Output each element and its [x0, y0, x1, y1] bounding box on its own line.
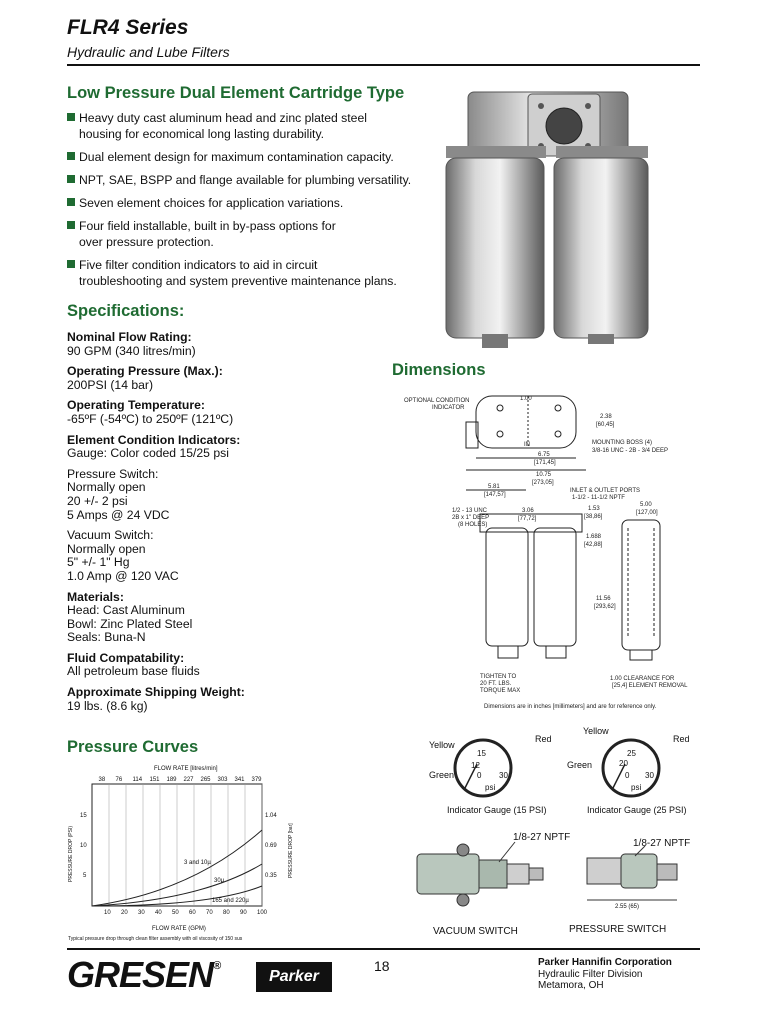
chart-grid — [109, 784, 262, 906]
gauge-tick: 15 — [477, 749, 486, 758]
gauge-tick: 0 — [625, 771, 630, 780]
dim-text: 5.00 — [640, 502, 652, 508]
dim-text: [77,72] — [518, 516, 537, 522]
dim-text: 3.06 — [522, 508, 534, 514]
gauge-label-yellow: Yellow — [583, 726, 609, 736]
dim-text: 11.56 — [596, 596, 611, 602]
bottom-tick: 100 — [257, 910, 268, 916]
top-tick: 38 — [98, 777, 106, 783]
dimensions-drawing — [396, 388, 706, 718]
bullet-square-icon — [67, 152, 75, 160]
page-number: 18 — [374, 958, 390, 974]
gauge-caption: Indicator Gauge (25 PSI) — [587, 805, 687, 815]
gauge-label-red: Red — [673, 734, 690, 744]
dim-text: [273,05] — [532, 480, 554, 486]
dim-text: 1.53 — [588, 506, 600, 512]
gauge-tick: 0 — [477, 771, 482, 780]
dim-text: [38,86] — [584, 514, 603, 520]
left-tick: 10 — [80, 843, 87, 849]
dim-text: 3/8-16 UNC - 2B - 3/4 DEEP — [592, 448, 669, 454]
gauge-tick: 30 — [499, 771, 508, 780]
spec-vacuum-switch: Vacuum Switch: Normally open 5" +/- 1" Hg 1.0 Amp @ 120 VAC — [67, 528, 179, 583]
dim-text: 5.81 — [488, 484, 500, 490]
dim-text: 1-1/2 - 11-1/2 NPTF — [572, 495, 625, 501]
dim-text: INLET & OUTLET PORTS — [570, 488, 641, 494]
curve-label: 3 and 10µ — [184, 860, 211, 866]
pressure-curves-chart — [62, 760, 317, 946]
bullet-square-icon — [67, 260, 75, 268]
bottom-tick: 90 — [240, 910, 247, 916]
spec-weight: Approximate Shipping Weight: 19 lbs. (8.6 kg) — [67, 685, 245, 713]
corp-info: Parker Hannifin Corporation Hydraulic Filter Division Metamora, OH — [538, 957, 672, 991]
gauge-tick: 12 — [471, 761, 480, 770]
gauge-unit: psi — [631, 783, 642, 792]
dim-text: 1.00 CLEARANCE FOR — [610, 676, 675, 682]
dim-text: [127,00] — [636, 510, 658, 516]
curves-heading: Pressure Curves — [67, 738, 199, 756]
dim-text: MOUNTING BOSS (4) — [592, 440, 653, 446]
dim-note: Dimensions are in inches [millimeters] and are for reference only. — [484, 704, 657, 710]
list-item: Heavy duty cast aluminum head and zinc plated steel housing for economical long lasting durability. — [67, 110, 437, 142]
gauge-label-green: Green — [567, 760, 593, 770]
dim-text: [25,4] ELEMENT REMOVAL — [612, 683, 688, 689]
right-tick: 1.04 — [265, 813, 277, 819]
dim-text: [147,57] — [484, 492, 506, 498]
dim-text: TIGHTEN TO — [480, 674, 517, 680]
bottom-tick: 80 — [223, 910, 230, 916]
dim-text: 1.00 — [520, 396, 532, 402]
feature-list — [67, 110, 437, 296]
left-tick: 15 — [80, 813, 87, 819]
vacuum-port-label: 1/8-27 NPTF — [513, 832, 571, 843]
dim-text: 1/2 - 13 UNC — [452, 508, 488, 514]
list-item: Dual element design for maximum contamination capacity. — [67, 149, 437, 165]
list-item: Five filter condition indicators to aid in circuit troubleshooting and system preventive maintenance plans. — [67, 257, 437, 289]
right-tick: 0.35 — [265, 873, 277, 879]
top-tick: 189 — [166, 777, 177, 783]
chart-caption: Typical pressure drop through clean filter assembly with oil viscosity of 150 sus — [68, 936, 243, 942]
bullet-square-icon — [67, 198, 75, 206]
bullet-square-icon — [67, 221, 75, 229]
top-axis-ticks — [99, 777, 263, 783]
spec-pressure-switch: Pressure Switch: Normally open 20 +/- 2 psi 5 Amps @ 24 VDC — [67, 466, 170, 522]
indicator-gauge-15 — [425, 728, 565, 816]
bottom-axis-ticks — [104, 910, 268, 916]
bottom-tick: 50 — [172, 910, 179, 916]
dim-text: 20 FT. LBS. — [480, 681, 512, 687]
bullet-square-icon — [67, 113, 75, 121]
dim-text: TORQUE MAX — [480, 688, 521, 694]
dimensions-heading: Dimensions — [392, 361, 486, 379]
vacuum-switch-caption: VACUUM SWITCH — [433, 926, 518, 937]
gauge-tick: 25 — [627, 749, 636, 758]
footer-divider — [67, 948, 700, 950]
dim-text: 10.75 — [536, 472, 552, 478]
top-tick: 379 — [251, 777, 262, 783]
switches-drawing — [405, 826, 705, 941]
dim-text: OPTIONAL CONDITION — [404, 398, 470, 404]
bottom-tick: 30 — [138, 910, 145, 916]
gauge-label-yellow: Yellow — [429, 740, 455, 750]
dim-text: [60,45] — [596, 422, 615, 428]
chart-bottom-label: FLOW RATE (GPM) — [152, 926, 206, 932]
gauge-tick: 20 — [619, 759, 628, 768]
intro-heading: Low Pressure Dual Element Cartridge Type — [67, 84, 405, 102]
spec-nominal-flow: Nominal Flow Rating: 90 GPM (340 litres/min) — [67, 330, 196, 358]
gresen-logo: GRESEN® — [67, 954, 221, 995]
top-tick: 303 — [217, 777, 228, 783]
bullet-square-icon — [67, 175, 75, 183]
dim-text: [42,88] — [584, 542, 603, 548]
gauge-caption: Indicator Gauge (15 PSI) — [447, 805, 547, 815]
list-item: NPT, SAE, BSPP and flange available for plumbing versatility. — [67, 172, 437, 188]
spec-operating-temperature: Operating Temperature: -65ºF (-54ºC) to 250ºF (121ºC) — [67, 398, 234, 426]
top-tick: 151 — [149, 777, 160, 783]
chart-top-label: FLOW RATE [litres/min] — [154, 766, 218, 772]
curve-label: 165 and 220µ — [212, 898, 249, 904]
spec-element-indicators: Element Condition Indicators: Gauge: Color coded 15/25 psi — [67, 432, 241, 461]
gauge-label-red: Red — [535, 734, 552, 744]
top-tick: 114 — [132, 777, 143, 783]
curve-label: 30µ — [214, 878, 225, 884]
spec-materials: Materials: Head: Cast Aluminum Bowl: Zinc Plated Steel Seals: Buna-N — [67, 589, 193, 645]
bottom-tick: 60 — [189, 910, 196, 916]
pressure-switch-dimension: 2.55 (65) — [615, 904, 640, 910]
gauge-label-green: Green — [429, 770, 455, 780]
bottom-tick: 20 — [121, 910, 128, 916]
dim-text: INDICATOR — [432, 405, 465, 411]
dim-text: [293,62] — [594, 604, 616, 610]
dim-text: [171,45] — [534, 460, 556, 466]
left-axis-label: PRESSURE DROP (PSI) — [68, 825, 74, 882]
gauge-unit: psi — [485, 783, 496, 792]
dim-text: 2.38 — [600, 414, 612, 420]
spec-operating-pressure: Operating Pressure (Max.): 200PSI (14 bar) — [67, 364, 223, 392]
spec-fluid: Fluid Compatability: All petroleum base fluids — [67, 650, 200, 679]
right-tick: 0.69 — [265, 843, 277, 849]
filter-product-image — [438, 84, 653, 354]
bottom-tick: 10 — [104, 910, 111, 916]
parker-logo: Parker — [256, 962, 332, 992]
list-item: Seven element choices for application variations. — [67, 195, 437, 211]
series-subtitle: Hydraulic and Lube Filters — [67, 44, 230, 60]
header-divider — [67, 64, 700, 66]
series-title: FLR4 Series — [67, 16, 189, 39]
left-tick: 5 — [83, 873, 87, 879]
top-tick: 76 — [115, 777, 123, 783]
bottom-tick: 40 — [155, 910, 162, 916]
dim-text: 1.688 — [586, 534, 602, 540]
gauge-tick: 30 — [645, 771, 654, 780]
list-item: Four field installable, built in by-pass options for over pressure protection. — [67, 218, 437, 250]
pressure-switch-caption: PRESSURE SWITCH — [569, 924, 667, 935]
dim-text: (8 HOLES) — [458, 522, 488, 528]
top-tick: 341 — [234, 777, 245, 783]
dim-text: 6.75 — [538, 452, 550, 458]
spec-list — [67, 331, 367, 720]
top-tick: 227 — [183, 777, 194, 783]
specs-heading: Specifications: — [67, 302, 185, 320]
indicator-gauge-25 — [565, 722, 705, 816]
pressure-port-label: 1/8-27 NPTF — [633, 838, 691, 849]
bottom-tick: 70 — [206, 910, 213, 916]
right-axis-label: PRESSURE DROP [bar] — [288, 823, 294, 878]
top-tick: 265 — [200, 777, 211, 783]
dim-text: IN — [524, 442, 530, 448]
dim-text: 2B x 1" DEEP — [452, 515, 490, 521]
